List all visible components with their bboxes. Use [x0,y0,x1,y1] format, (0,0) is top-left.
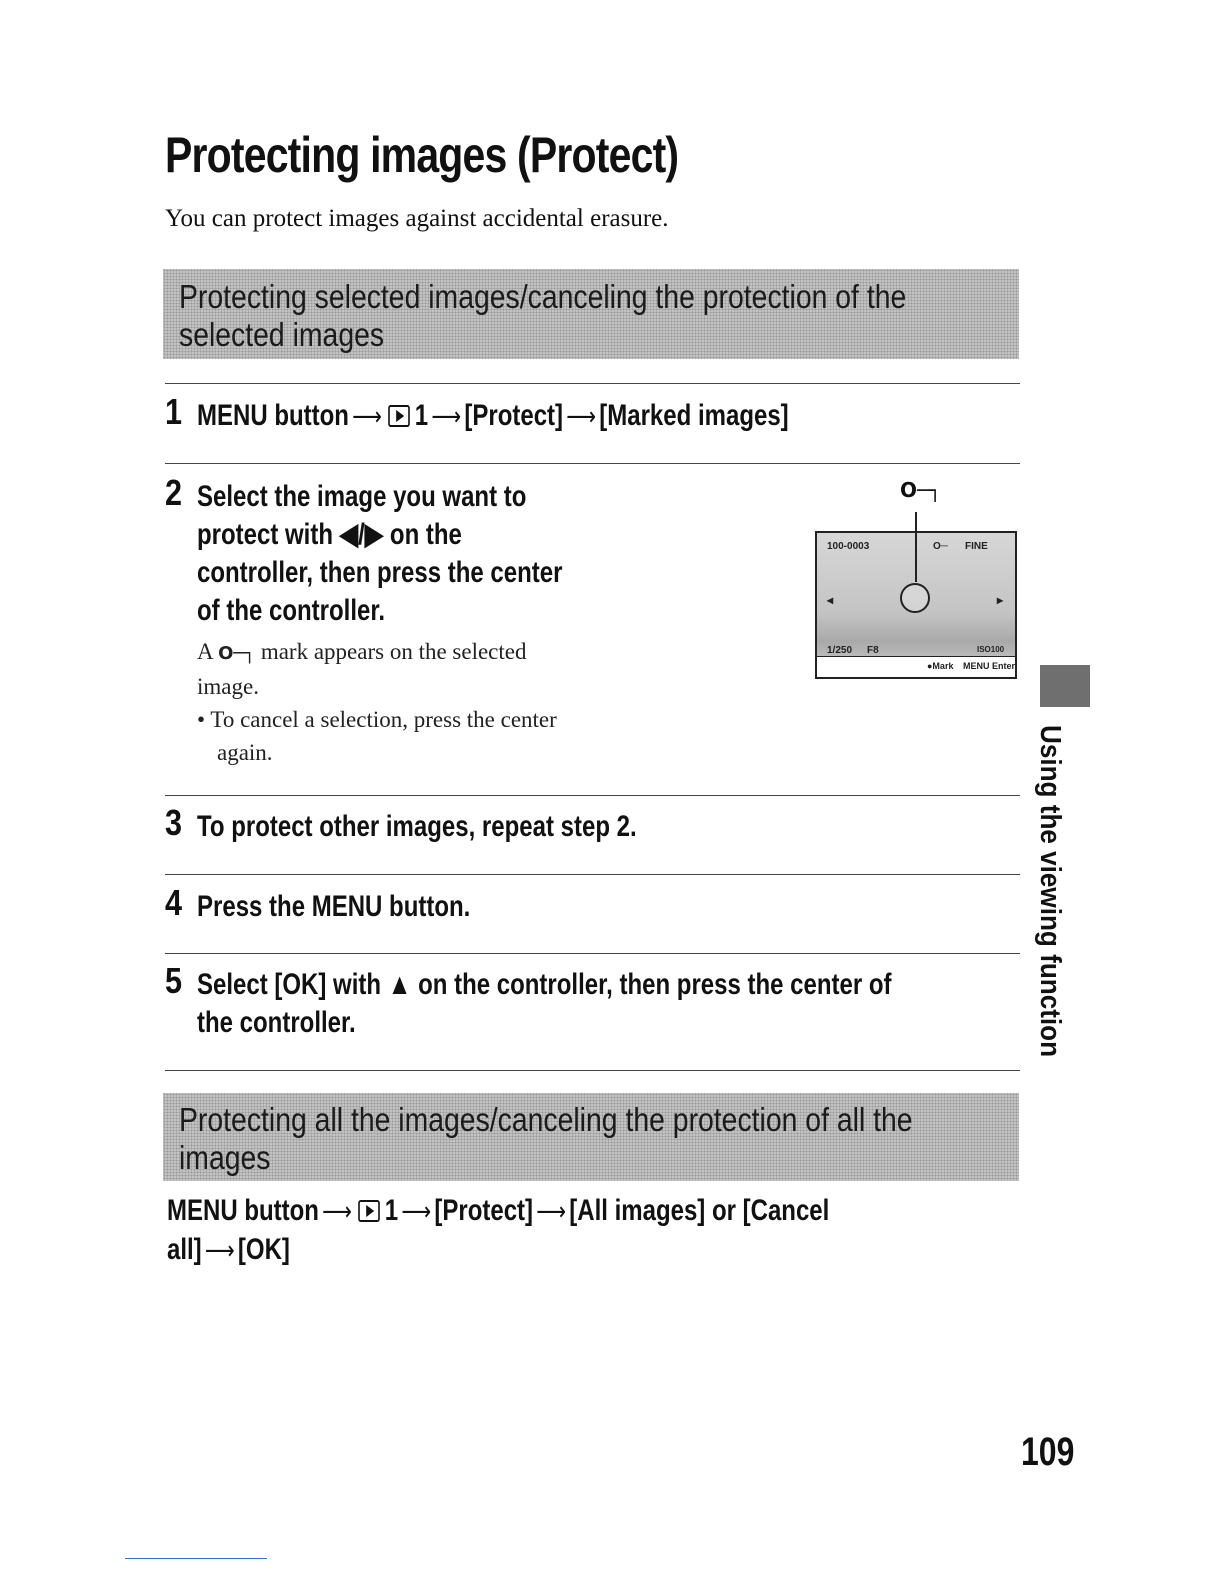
left-arrow-icon: ◂ [827,593,834,607]
screen-bottom-bar [817,656,1015,677]
key-mark-icon: O─ [933,541,948,552]
playback-icon [388,405,410,427]
chapter-tab-label: Using the viewing function [1034,725,1066,1058]
step-text: Select the image you want to protect with ◀/▶ on the controller, then press the center of the controller. [197,480,563,627]
section-heading-text: Protecting selected images/canceling the protection of the selected images [179,278,907,353]
step-number: 1 [165,391,183,432]
callout-line [915,512,917,582]
footer-line [125,1558,267,1559]
chapter-tab-marker [1040,665,1090,707]
right-arrow-icon: ▸ [997,593,1004,607]
section-heading-all [163,1093,1019,1181]
instruction-text: MENU button ⟶ 1 ⟶ [Protect] ⟶ [All images] or [Cancel all] ⟶ [OK] [167,1194,830,1266]
divider [165,795,1020,796]
divider [165,874,1020,875]
divider [165,463,1020,464]
shutter-speed: 1/250 [827,645,853,656]
arrow-icon: ⟶ [204,1236,235,1266]
step-text: To protect other images, repeat step 2. [197,810,637,843]
arrow-icon: ⟶ [352,402,382,432]
intro-text: You can protect images against accidental erasure. [165,205,669,232]
page-title: Protecting images (Protect) [165,127,679,183]
callout-circle [900,583,930,613]
divider [165,383,1020,384]
step-2-note: A O─┐ mark appears on the selected image. • To cancel a selection, press the center again. [197,639,557,765]
step-number: 4 [165,882,183,923]
arrow-icon: ⟶ [431,402,462,432]
iso-value: ISO100 [977,645,1005,654]
protect-key-icon: O─┐ [218,643,256,664]
arrow-icon: ⟶ [401,1197,432,1227]
mark-label: ●Mark [927,661,954,671]
quality-label: FINE [965,541,988,552]
protect-key-icon: O─┐ [900,478,942,502]
arrow-icon: ⟶ [536,1197,567,1227]
step-number: 5 [165,960,183,1001]
section-heading-selected [163,269,1019,359]
divider [165,1070,1020,1071]
step-number: 2 [165,472,183,513]
divider [165,953,1020,954]
step-text: MENU button ⟶ 1 ⟶ [Protect] ⟶ [Marked images] [197,399,789,432]
arrow-icon: ⟶ [322,1197,352,1227]
aperture: F8 [867,645,879,656]
page-number: 109 [1021,1430,1075,1474]
step-text: Select [OK] with ▲ on the controller, then press the center of the controller. [197,968,892,1039]
file-number: 100-0003 [827,541,870,552]
arrow-icon: ⟶ [566,402,597,432]
playback-icon [358,1200,380,1222]
step-text: Press the MENU button. [197,890,471,923]
enter-label: MENU Enter [963,661,1016,671]
step-number: 3 [165,802,183,843]
section-heading-text: Protecting all the images/canceling the protection of all the images [179,1101,913,1176]
